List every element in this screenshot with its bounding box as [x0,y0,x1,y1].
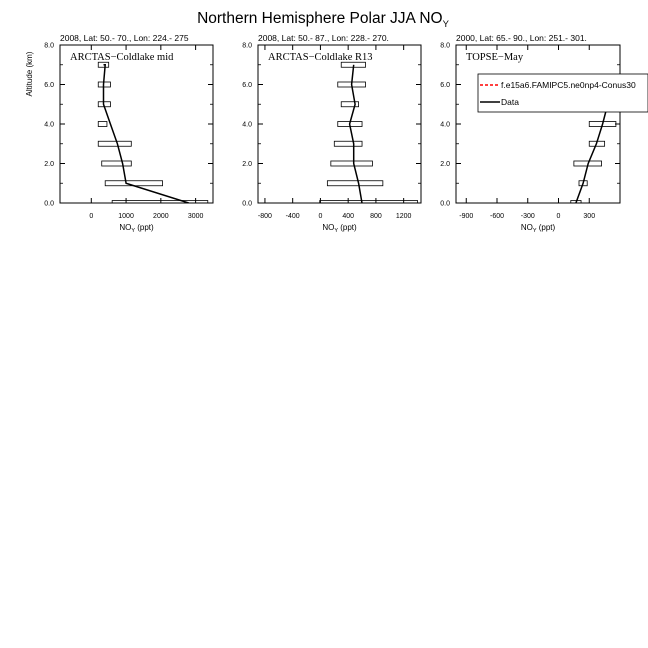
figure-title [197,10,450,30]
x-axis-label-main: NO [520,223,533,232]
y-tick-label: 6.0 [242,82,252,89]
range-box [334,141,362,146]
x-axis-label [521,223,556,234]
panel-campaign-label: ARCTAS−Coldlake R13 [268,52,373,63]
legend [478,74,648,112]
range-box [331,161,373,166]
x-tick-label: 1200 [395,213,412,220]
x-tick-label: 1000 [118,213,134,220]
panel-3 [440,33,648,234]
x-axis-label-unit: (ppt) [536,223,556,232]
y-tick-label: 2.0 [44,161,54,168]
y-tick-label: 2.0 [440,161,450,168]
panel-header: 2008, Lat: 50.- 70., Lon: 224.- 275 [60,33,189,43]
x-axis-label-unit: (ppt) [135,223,154,232]
panel-frame [456,45,620,203]
y-tick-label: 0.0 [44,200,54,208]
x-tick-label: -600 [489,213,505,220]
x-axis-label-unit: (ppt) [338,223,357,232]
y-tick-label: 4.0 [440,121,450,129]
panel-campaign-label: ARCTAS−Coldlake mid [70,52,174,63]
panel-header: 2008, Lat: 50.- 87., Lon: 228.- 270. [258,33,389,43]
panel-plot-area [320,62,418,205]
x-tick-label: 400 [342,213,355,220]
y-tick-label: 6.0 [440,82,450,89]
panel-frame [258,45,421,203]
x-axis-label-subscript: Y [334,228,338,234]
series-line-data [104,65,189,203]
figure-title-main: Northern Hemisphere Polar JJA NO [197,10,443,27]
y-axis-label: Altitude (km) [25,51,34,97]
x-tick-label: 2000 [153,213,169,220]
panel-2 [242,33,421,234]
panels [25,33,648,234]
x-axis-label [119,223,154,234]
y-tick-label: 6.0 [44,82,54,89]
panel-plot-area [98,62,208,205]
y-tick-label: 0.0 [440,200,450,208]
range-box [327,181,382,186]
x-tick-label: -400 [285,213,300,220]
x-tick-label: 3000 [187,213,204,220]
range-box [98,141,131,146]
x-tick-label: 0 [89,213,94,220]
series-line-data [350,65,362,203]
x-axis-label-subscript: Y [131,228,135,234]
x-tick-label: 800 [370,213,382,220]
y-tick-label: 8.0 [44,42,54,50]
legend-label: Data [501,97,519,107]
range-box [102,161,132,166]
x-axis-label [322,223,357,234]
y-tick-label: 8.0 [440,42,450,50]
panel-1 [25,33,213,234]
x-axis-label-subscript: Y [532,228,537,234]
x-axis-label-main: NO [322,223,335,232]
x-tick-label: -900 [459,213,474,220]
x-tick-label: 0 [318,213,323,220]
y-tick-label: 4.0 [44,121,54,129]
range-box [341,102,358,107]
x-tick-label: -300 [520,213,535,220]
x-axis-label-main: NO [119,223,132,232]
panel-campaign-label: TOPSE−May [466,52,524,63]
panel-frame [60,45,213,203]
y-tick-label: 8.0 [242,42,252,50]
x-tick-label: 300 [583,213,596,220]
x-tick-label: -800 [257,213,272,220]
figure-title-subscript: Y [442,19,449,30]
legend-label: f.e15a6.FAMIPC5.ne0np4-Conus30 [501,80,636,90]
panel-header: 2000, Lat: 65.- 90., Lon: 251.- 301. [456,33,587,43]
x-tick-label: 0 [556,213,561,220]
y-tick-label: 2.0 [242,161,252,168]
range-box [98,62,108,67]
range-box [98,122,107,127]
y-tick-label: 0.0 [242,200,252,208]
y-tick-label: 4.0 [242,121,252,129]
